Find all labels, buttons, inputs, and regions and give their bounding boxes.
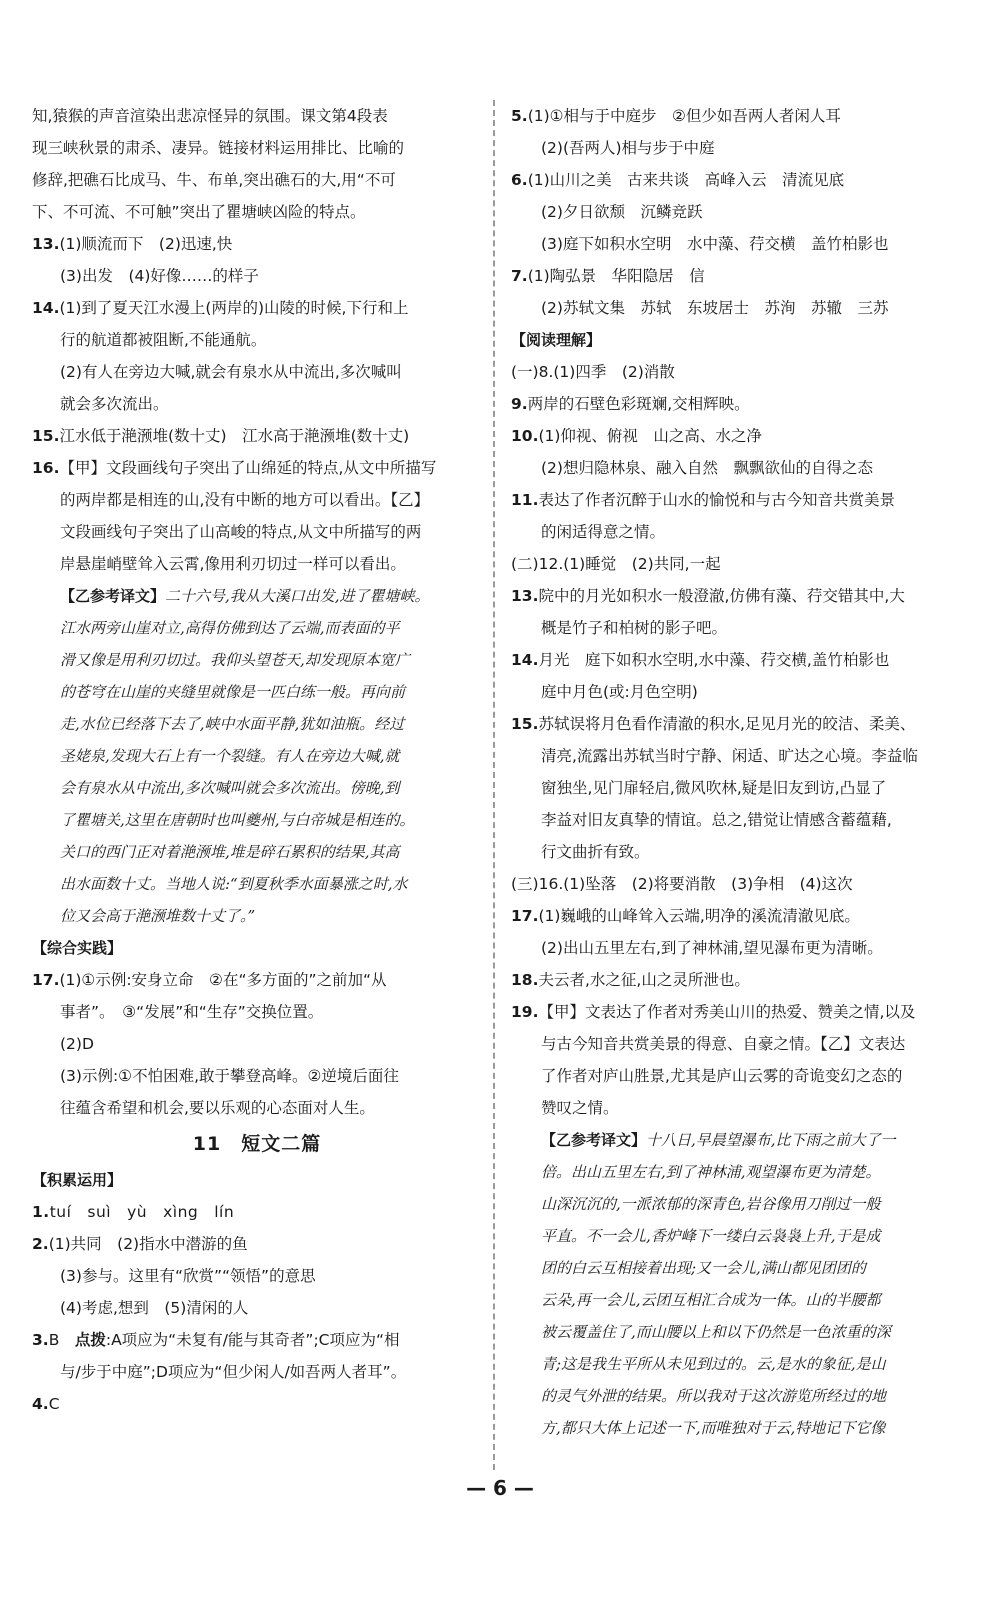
line-text: (1)①相与于中庭步 ②但少如吾两人者闲人耳 [527, 107, 841, 125]
line-text: 往蕴含希望和机会,要以乐观的心态面对人生。 [60, 1099, 375, 1117]
question-number: 13. [511, 587, 539, 605]
text-line [32, 740, 482, 772]
text-line [511, 836, 981, 868]
line-text: 方,都只大体上记述一下,而唯独对于云,特地记下它像 [541, 1419, 886, 1437]
question-number: 18. [511, 971, 539, 989]
text-line [511, 1156, 981, 1188]
line-text: 事者”。 ③“发展”和“生存”交换位置。 [60, 1003, 324, 1021]
line-text: (2)夕日欲颓 沉鳞竞跃 [541, 203, 703, 221]
line-text: (1)共同 (2)指水中潜游的鱼 [48, 1235, 248, 1253]
line-text: 的闲适得意之情。 [541, 523, 666, 541]
line-text: (三)16.(1)坠落 (2)将要消散 (3)争相 (4)这次 [511, 875, 853, 893]
question-number: 17. [511, 907, 539, 925]
line-text: (2)D [60, 1035, 94, 1053]
line-text: (2)出山五里左右,到了神林浦,望见瀑布更为清晰。 [541, 939, 883, 957]
question-number: 10. [511, 427, 539, 445]
line-text: 走,水位已经落下去了,峡中水面平静,犹如油瓶。经过 [60, 715, 405, 733]
text-line [32, 868, 482, 900]
line-text: (2)苏轼文集 苏轼 东坡居士 苏洵 苏辙 三苏 [541, 299, 889, 317]
question-number: 14. [511, 651, 539, 669]
line-text: (3)参与。这里有“欣赏”“领悟”的意思 [60, 1267, 316, 1285]
text-line [511, 196, 981, 228]
line-text: 庭中月色(或:月色空明) [541, 683, 698, 701]
text-line [511, 996, 981, 1028]
text-line [511, 292, 981, 324]
question-number: 11. [511, 491, 539, 509]
text-line [511, 1284, 981, 1316]
text-line [511, 132, 981, 164]
line-text: 修辞,把礁石比成马、牛、布单,突出礁石的大,用“不可 [32, 171, 396, 189]
line-text: (3)出发 (4)好像……的样子 [60, 267, 259, 285]
text-line [511, 420, 981, 452]
text-line [32, 708, 482, 740]
line-text: (1)仰视、俯视 山之高、水之净 [538, 427, 762, 445]
hint-label: 点拨 [74, 1331, 106, 1349]
line-text: 就会多次流出。 [60, 395, 169, 413]
line-text: 院中的月光如积水一般澄澈,仿佛有藻、荇交错其中,大 [538, 587, 905, 605]
text-line [32, 676, 482, 708]
line-text: 二十六号,我从大溪口出发,进了瞿塘峡。 [165, 587, 430, 605]
text-line [511, 1028, 981, 1060]
text-line [511, 580, 981, 612]
text-line [511, 1380, 981, 1412]
line-text: 关口的西门正对着滟滪堆,堆是碎石累积的结果,其高 [60, 843, 400, 861]
text-line [32, 356, 482, 388]
question-number: 1. [32, 1203, 50, 1221]
line-text: 夫云者,水之征,山之灵所泄也。 [538, 971, 750, 989]
question-number: 3. [32, 1331, 49, 1349]
question-number: 15. [32, 427, 60, 445]
text-line [32, 228, 482, 260]
section-heading [32, 932, 482, 964]
text-line [32, 388, 482, 420]
line-text: 出水面数十丈。当地人说:“到夏秋季水面暴涨之时,水 [60, 875, 408, 893]
text-line [511, 1252, 981, 1284]
line-text: 行文曲折有致。 [541, 843, 650, 861]
text-line [511, 868, 981, 900]
section-heading [32, 1164, 482, 1196]
text-line [32, 484, 482, 516]
line-text: (3)庭下如积水空明 水中藻、荇交横 盖竹柏影也 [541, 235, 889, 253]
text-line [511, 1316, 981, 1348]
line-text: 月光 庭下如积水空明,水中藻、荇交横,盖竹柏影也 [538, 651, 890, 669]
text-line [32, 612, 482, 644]
line-text: :A项应为“未复有/能与其奇者”;C项应为“相 [105, 1331, 400, 1349]
line-text: 团的白云互相接着出现;又一会儿,满山都见团团的 [541, 1259, 866, 1277]
text-line [32, 1028, 482, 1060]
line-text: 青;这是我生平所从未见到过的。云,是水的象征,是山 [541, 1355, 886, 1373]
line-text: 11 短文二篇 [192, 1133, 322, 1155]
line-text: (2)想归隐林泉、融入自然 飘飘欲仙的自得之态 [541, 459, 873, 477]
line-text: B [48, 1331, 75, 1349]
text-line [511, 932, 981, 964]
line-text: 位又会高于滟滪堆数十丈了。” [60, 907, 256, 925]
line-text: 圣姥泉,发现大石上有一个裂缝。有人在旁边大喊,就 [60, 747, 400, 765]
question-number: 15. [511, 715, 539, 733]
question-number: 17. [32, 971, 60, 989]
text-line [511, 900, 981, 932]
line-text: 倍。出山五里左右,到了神林浦,观望瀑布更为清楚。 [541, 1163, 881, 1181]
line-text: 江水低于滟滪堆(数十丈) 江水高于滟滪堆(数十丈) [59, 427, 410, 445]
text-line [511, 804, 981, 836]
line-text: 了瞿塘关,这里在唐朝时也叫夔州,与白帝城是相连的。 [60, 811, 415, 829]
line-text: (3)示例:①不怕困难,敢于攀登高峰。②逆境后面往 [60, 1067, 399, 1085]
line-text: (1)巍峨的山峰耸入云端,明净的溪流清澈见底。 [538, 907, 860, 925]
line-text: 的苍穹在山崖的夹缝里就像是一匹白练一般。再向前 [60, 683, 406, 701]
line-text: 岸悬崖峭壁耸入云霄,像用利刃切过一样可以看出。 [60, 555, 406, 573]
text-line [511, 676, 981, 708]
text-line [511, 1220, 981, 1252]
text-line [32, 516, 482, 548]
text-line [32, 1292, 482, 1324]
text-line [511, 772, 981, 804]
text-line [32, 772, 482, 804]
line-text: 【积累运用】 [32, 1171, 123, 1189]
line-text: 被云覆盖住了,而山腰以上和以下仍然是一色浓重的深 [541, 1323, 891, 1341]
line-text: (1)①示例:安身立命 ②在“多方面的”之前加“从 [59, 971, 387, 989]
line-text: 与古今知音共赏美景的得意、自豪之情。【乙】文表达 [541, 1035, 906, 1053]
line-text: 现三峡秋景的肃杀、凄异。链接材料运用排比、比喻的 [32, 139, 405, 157]
page-number: — 6 — [466, 1476, 534, 1500]
question-number: 16. [32, 459, 60, 477]
line-text: 的灵气外泄的结果。所以我对于这次游览所经过的地 [541, 1387, 887, 1405]
text-line [32, 292, 482, 324]
text-line [511, 1348, 981, 1380]
line-text: C [48, 1395, 60, 1413]
text-line [511, 516, 981, 548]
question-number: 4. [32, 1395, 49, 1413]
text-line [511, 644, 981, 676]
text-line [511, 708, 981, 740]
text-line [32, 580, 482, 612]
line-text: (4)考虑,想到 (5)清闲的人 [60, 1299, 249, 1317]
line-text: 山深沉沉的,一派浓郁的深青色,岩谷像用刀削过一般 [541, 1195, 881, 1213]
text-line [32, 644, 482, 676]
chapter-title [32, 1124, 482, 1164]
line-text: (1)山川之美 古来共谈 高峰入云 清流见底 [527, 171, 845, 189]
question-number: 19. [511, 1003, 539, 1021]
text-line [32, 964, 482, 996]
text-line [511, 356, 981, 388]
translation-heading: 【乙参考译文】 [541, 1131, 647, 1149]
text-line [32, 1196, 482, 1228]
line-text: 云朵,再一会儿,云团互相汇合成为一体。山的半腰都 [541, 1291, 881, 1309]
text-line [32, 1092, 482, 1124]
line-text: (2)有人在旁边大喊,就会有泉水从中流出,多次喊叫 [60, 363, 402, 381]
text-line [32, 1356, 482, 1388]
line-text: 的两岸都是相连的山,没有中断的地方可以看出。【乙】 [60, 491, 430, 509]
text-line [511, 484, 981, 516]
line-text: 知,猿猴的声音渲染出悲凉怪异的氛围。课文第4段表 [32, 107, 388, 125]
question-number: 7. [511, 267, 528, 285]
text-line [511, 548, 981, 580]
line-text: (1)陶弘景 华阳隐居 信 [527, 267, 705, 285]
line-text: 【综合实践】 [32, 939, 123, 957]
text-line [511, 1060, 981, 1092]
text-line [32, 1228, 482, 1260]
question-number: 14. [32, 299, 60, 317]
line-text: (一)8.(1)四季 (2)消散 [511, 363, 675, 381]
line-text: 概是竹子和柏树的影子吧。 [541, 619, 728, 637]
line-text: 表达了作者沉醉于山水的愉悦和与古今知音共赏美景 [538, 491, 895, 509]
question-number: 5. [511, 107, 528, 125]
line-text: (1)到了夏天江水漫上(两岸的)山陵的时候,下行和上 [59, 299, 409, 317]
text-line [32, 1260, 482, 1292]
text-line [32, 1060, 482, 1092]
text-line [32, 996, 482, 1028]
line-text: 窗独坐,见门扉轻启,微风吹林,疑是旧友到访,凸显了 [541, 779, 887, 797]
text-line [511, 1188, 981, 1220]
line-text: (二)12.(1)睡觉 (2)共同,一起 [511, 555, 721, 573]
line-text: 下、不可流、不可触”突出了瞿塘峡凶险的特点。 [32, 203, 366, 221]
text-line [32, 1388, 482, 1420]
text-line [32, 1324, 482, 1356]
text-line [511, 388, 981, 420]
text-line [32, 100, 482, 132]
line-text: 平直。不一会儿,香炉峰下一缕白云袅袅上升,于是成 [541, 1227, 881, 1245]
text-line [511, 1412, 981, 1444]
text-line [32, 836, 482, 868]
line-text: 了作者对庐山胜景,尤其是庐山云雾的奇诡变幻之态的 [541, 1067, 903, 1085]
text-line [32, 420, 482, 452]
text-line [32, 132, 482, 164]
text-line [511, 452, 981, 484]
question-number: 6. [511, 171, 528, 189]
line-text: 【阅读理解】 [511, 331, 602, 349]
text-line [511, 260, 981, 292]
line-text: 行的航道都被阻断,不能通航。 [60, 331, 267, 349]
text-line [32, 164, 482, 196]
question-number: 13. [32, 235, 60, 253]
text-line [32, 804, 482, 836]
text-line [32, 196, 482, 228]
right-column [511, 100, 981, 1444]
line-text: 十八日,早晨望瀑布,比下雨之前大了一 [646, 1131, 896, 1149]
line-text: 与/步于中庭”;D项应为“但少闲人/如吾两人者耳”。 [60, 1363, 407, 1381]
text-line [511, 612, 981, 644]
text-line [32, 452, 482, 484]
line-text: 江水两旁山崖对立,高得仿佛到达了云端,而表面的平 [60, 619, 400, 637]
translation-heading: 【乙参考译文】 [60, 587, 166, 605]
line-text: 李益对旧友真挚的情谊。总之,错觉让情感含蓄蕴藉, [541, 811, 892, 829]
text-line [511, 228, 981, 260]
text-line [32, 900, 482, 932]
text-line [511, 1092, 981, 1124]
line-text: 清亮,流露出苏轼当时宁静、闲适、旷达之心境。李益临 [541, 747, 918, 765]
text-line [511, 740, 981, 772]
text-line [511, 964, 981, 996]
text-line [32, 324, 482, 356]
line-text: 赞叹之情。 [541, 1099, 619, 1117]
question-number: 9. [511, 395, 528, 413]
line-text: (2)(吾两人)相与步于中庭 [541, 139, 715, 157]
text-line [32, 260, 482, 292]
left-column [32, 100, 482, 1420]
text-line [511, 1124, 981, 1156]
section-heading [511, 324, 981, 356]
line-text: 会有泉水从中流出,多次喊叫就会多次流出。傍晚,到 [60, 779, 400, 797]
line-text: 【甲】文表达了作者对秀美山川的热爱、赞美之情,以及 [538, 1003, 916, 1021]
text-line [32, 548, 482, 580]
text-line [511, 100, 981, 132]
text-line [511, 164, 981, 196]
line-text: 【甲】文段画线句子突出了山绵延的特点,从文中所描写 [59, 459, 437, 477]
line-text: 苏轼误将月色看作清澈的积水,足见月光的皎洁、柔美、 [538, 715, 916, 733]
line-text: 滑又像是用利刃切过。我仰头望苍天,却发现原本宽广 [60, 651, 410, 669]
line-text: (1)顺流而下 (2)迅速,快 [59, 235, 233, 253]
line-text: 两岸的石壁色彩斑斓,交相辉映。 [527, 395, 750, 413]
line-text: 文段画线句子突出了山高峻的特点,从文中所描写的两 [60, 523, 422, 541]
question-number: 2. [32, 1235, 49, 1253]
column-divider [493, 100, 495, 1470]
line-text: tuí suì yù xìng lín [49, 1203, 235, 1221]
